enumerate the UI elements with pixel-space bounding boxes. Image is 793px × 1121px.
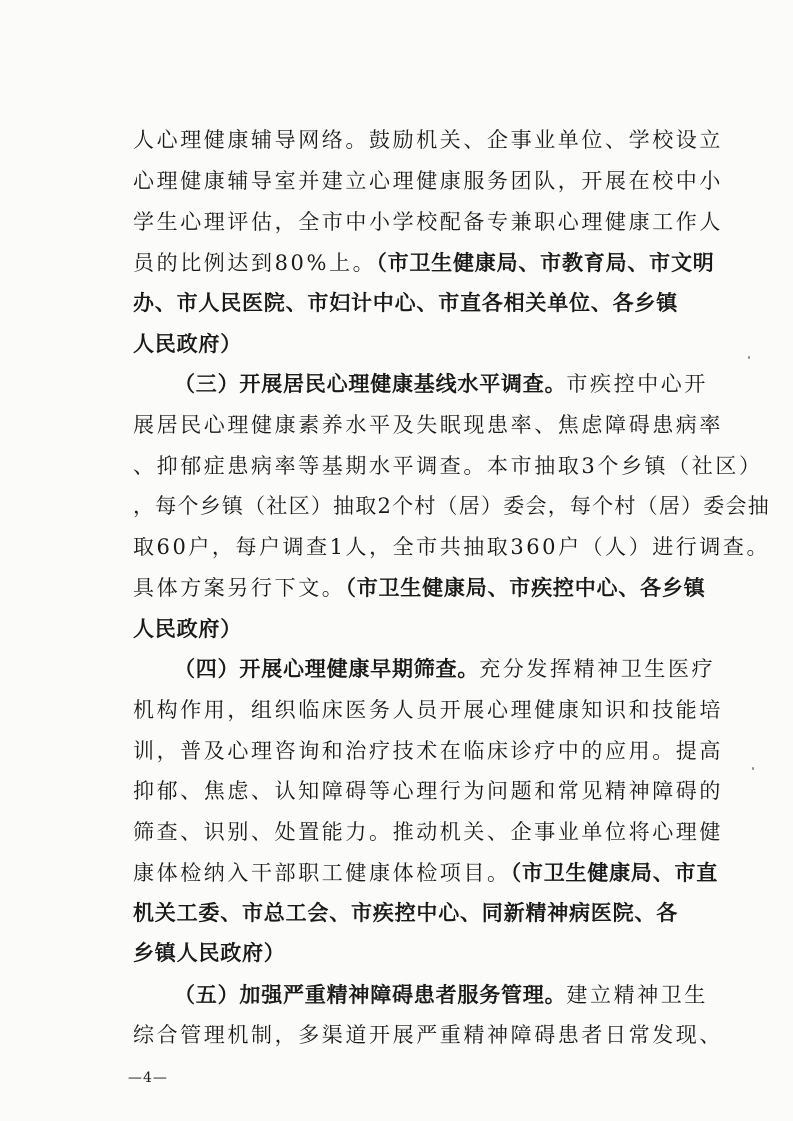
text-segment: 充分发挥精神卫生医疗: [479, 657, 716, 681]
text-segment: 抑郁、焦虑、认知障碍等心理行为问题和常见精神障碍的: [133, 779, 723, 803]
body-line: [174, 982, 708, 1008]
text-segment: 展居民心理健康素养水平及失眠现患率、焦虑障碍患病率: [133, 413, 723, 437]
body-line: [133, 331, 242, 357]
text-segment: 机构作用，组织临床医务人员开展心理健康知识和技能培: [133, 698, 723, 722]
text-segment: 学生心理评估，全市中小学校配备专兼职心理健康工作人: [133, 210, 723, 234]
body-line: [133, 209, 723, 235]
text-segment: 心理健康辅导室并建立心理健康服务团队，开展在校中小: [133, 169, 723, 193]
bold-text-segment: 人民政府）: [133, 616, 242, 641]
body-line: [133, 493, 770, 519]
bold-text-segment: （四）开展心理健康早期筛查。: [174, 656, 480, 681]
text-segment: 取60户，每户调查1人，全市共抽取360户（人）进行调查。: [133, 535, 770, 559]
body-line: [133, 534, 770, 560]
scan-speck: [748, 356, 750, 359]
bold-text-segment: （市卫生健康局、市疾控中心、各乡镇: [345, 575, 706, 600]
bold-text-segment: 办、市人民医院、市妇计中心、市直各相关单位、各乡镇: [133, 290, 678, 315]
body-line: [133, 412, 723, 438]
body-line: [133, 860, 718, 886]
body-line: [133, 127, 723, 153]
body-line: [133, 575, 706, 601]
body-line: [133, 819, 723, 845]
body-line: [133, 1022, 723, 1048]
text-segment: 具体方案另行下文。: [133, 576, 346, 600]
bold-text-segment: 机关工委、市总工会、市疾控中心、同新精神病医院、各: [133, 900, 678, 925]
bold-text-segment: （五）加强严重精神障碍患者服务管理。: [174, 982, 567, 1007]
text-segment: 康体检纳入干部职工健康体检项目。: [133, 861, 511, 885]
body-line: [133, 738, 723, 764]
body-line: [133, 940, 286, 966]
text-segment: 员的比例达到80%上。: [133, 251, 377, 275]
bold-text-segment: （市卫生健康局、市直: [510, 860, 719, 885]
body-line: [133, 697, 723, 723]
body-line: [174, 371, 708, 397]
text-segment: ，每个乡镇（社区）抽取2个村（居）委会，每个村（居）委会抽: [133, 494, 770, 518]
body-line: [133, 900, 678, 926]
text-segment: 筛查、识别、处置能力。推动机关、企事业单位将心理健: [133, 820, 723, 844]
page-number: —4—: [128, 1070, 168, 1086]
bold-text-segment: 乡镇人民政府）: [133, 940, 286, 965]
text-segment: 、抑郁症患病率等基期水平调查。本市抽取3个乡镇（社区）: [133, 454, 763, 478]
body-line: [133, 168, 723, 194]
text-segment: 综合管理机制，多渠道开展严重精神障碍患者日常发现、: [133, 1023, 723, 1047]
text-segment: 建立精神卫生: [566, 983, 709, 1007]
bold-text-segment: （市卫生健康局、市教育局、市文明: [376, 250, 715, 275]
body-line: [133, 616, 242, 642]
scan-speck: [752, 767, 754, 770]
text-segment: 人心理健康辅导网络。鼓励机关、企事业单位、学校设立: [133, 128, 723, 152]
body-line: [174, 656, 715, 682]
bold-text-segment: 人民政府）: [133, 331, 242, 356]
body-line: [133, 250, 715, 276]
body-line: [133, 453, 763, 479]
text-segment: 训，普及心理咨询和治疗技术在临床诊疗中的应用。提高: [133, 739, 723, 763]
bold-text-segment: （三）开展居民心理健康基线水平调查。: [174, 371, 567, 396]
text-segment: 市疾控中心开: [566, 372, 709, 396]
body-line: [133, 778, 723, 804]
body-line: [133, 290, 678, 316]
